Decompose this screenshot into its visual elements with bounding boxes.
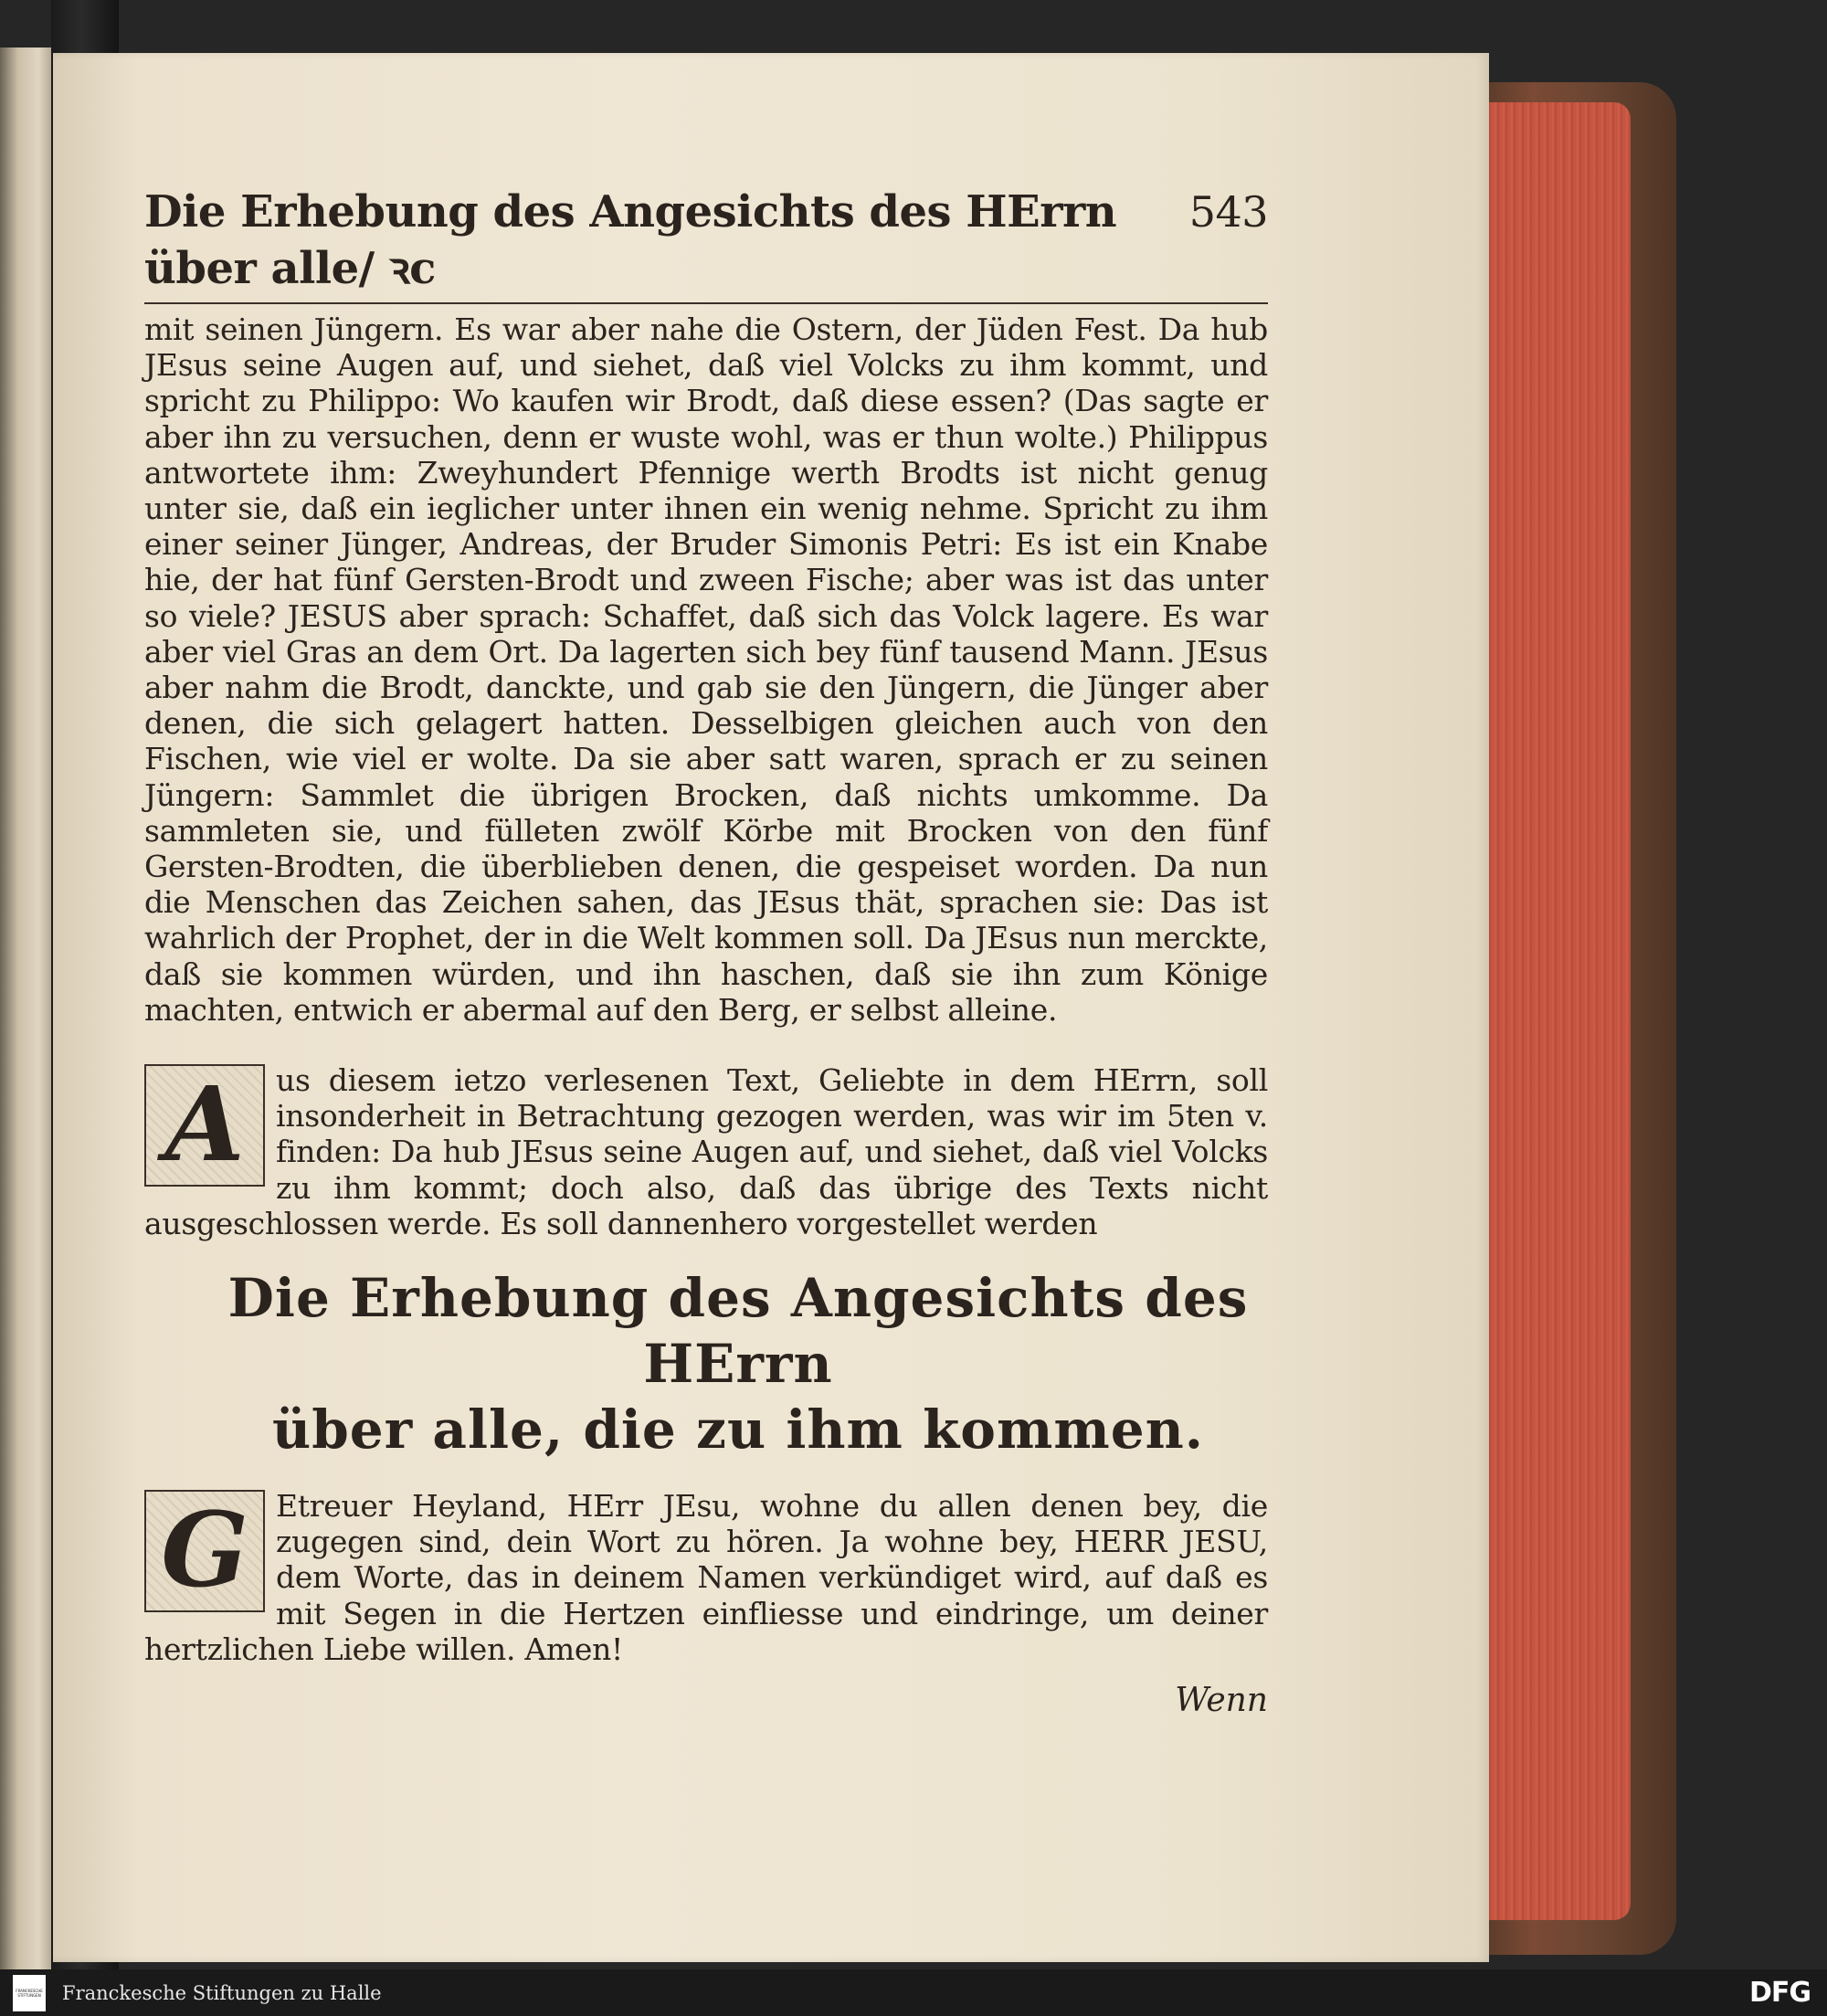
sermon-title [208,1265,1268,1462]
catchword: Wenn [1175,1682,1268,1720]
dfg-logo: DFG [1748,1977,1811,2009]
prayer-paragraph [144,1488,1268,1667]
institution-logo-icon [13,1975,46,2011]
page-number: 543 [1188,187,1268,237]
prayer-paragraph-text: Etreuer Heyland, HErr JEsu, wohne du allen denen bey, die zugegen sind, dein Wort zu hören. Ja wohne bey, HERR JESU, dem Worte, das in deinem Namen verkündiget wird, auf daß es mit Segen in die Hertzen einfliesse und eindringe, um deiner hertzlichen Liebe willen. Amen! [144,1488,1268,1667]
red-page-edges [1484,102,1631,1920]
running-header [144,186,1268,304]
viewer-footer [0,1969,1827,2016]
decorated-initial-g: G [144,1490,265,1612]
scripture-paragraph: mit seinen Jüngern. Es war aber nahe die Ostern, der Jüden Fest. Da hub JEsus seine Augen auf, und siehet, daß viel Volcks zu ihm kommt, und spricht zu Philippo: Wo kaufen wir Brodt, daß diese essen? (Das sagte er aber ihn zu versuchen, denn er wuste wohl, was er thun wolte.) Philippus antwortete ihm: Zweyhundert Pfennige werth Brodts ist nicht genug unter sie, daß ein ieglicher unter ihnen ein wenig nehme. Spricht zu ihm einer seiner Jünger, Andreas, der Bruder Simonis Petri: Es ist ein Knabe hie, der hat fünf Gersten-Brodt und zween Fische; aber was ist das unter so viele? JESUS aber sprach: Schaffet, daß sich das Volck lagere. Es war aber viel Gras an dem Ort. Da lagerten sich bey fünf tausend Mann. JEsus aber nahm die Brodt, danckte, und gab sie den Jüngern, die Jünger aber denen, die sich gelagert hatten. Desselbigen gleichen auch von den Fischen, wie viel er wolte. Da sie aber satt waren, sprach er zu seinen Jüngern: Sammlet die übrigen Brocken, daß nichts umkomme. Da sammleten sie, und fülleten zwölf Körbe mit Brocken von den fünf Gersten-Brodten, die überblieben denen, die gespeiset worden. Da nun die Menschen das Zeichen sahen, das JEsus thät, sprachen sie: Das ist wahrlich der Prophet, der in die Welt kommen soll. Da JEsus nun merckte, daß sie kommen würden, und ihn haschen, daß sie ihn zum Könige machten, entwich er abermal auf den Berg, er selbst alleine. [144,311,1268,1028]
institution-block [13,1975,382,2011]
sermon-title-line-2: über alle, die zu ihm kommen. [272,1399,1204,1462]
page-content [144,186,1268,1719]
book-page [53,53,1489,1962]
institution-logo-text: FRANCKESCHE STIFTUNGEN [16,1988,43,1998]
institution-name: Franckesche Stiftungen zu Halle [62,1981,382,2004]
intro-paragraph-text: us diesem ietzo verlesenen Text, Geliebte in dem HErrn, soll insonderheit in Betrachtung gezogen werden, was wir im 5ten v. finden: Da hub JEsus seine Augen auf, und siehet, daß viel Volcks zu ihm kommt; doch also, daß das übrige des Texts nicht ausgeschlossen werde. Es soll dannenhero vorgestellet werden [144,1062,1268,1241]
left-page-edge [0,47,51,1969]
intro-paragraph [144,1062,1268,1241]
sermon-title-line-1: Die Erhebung des Angesichts des HErrn [227,1267,1249,1396]
decorated-initial-a: A [144,1064,265,1187]
running-title: Die Erhebung des Angesichts des HErrn über alle/ ꝛc [144,186,1117,294]
